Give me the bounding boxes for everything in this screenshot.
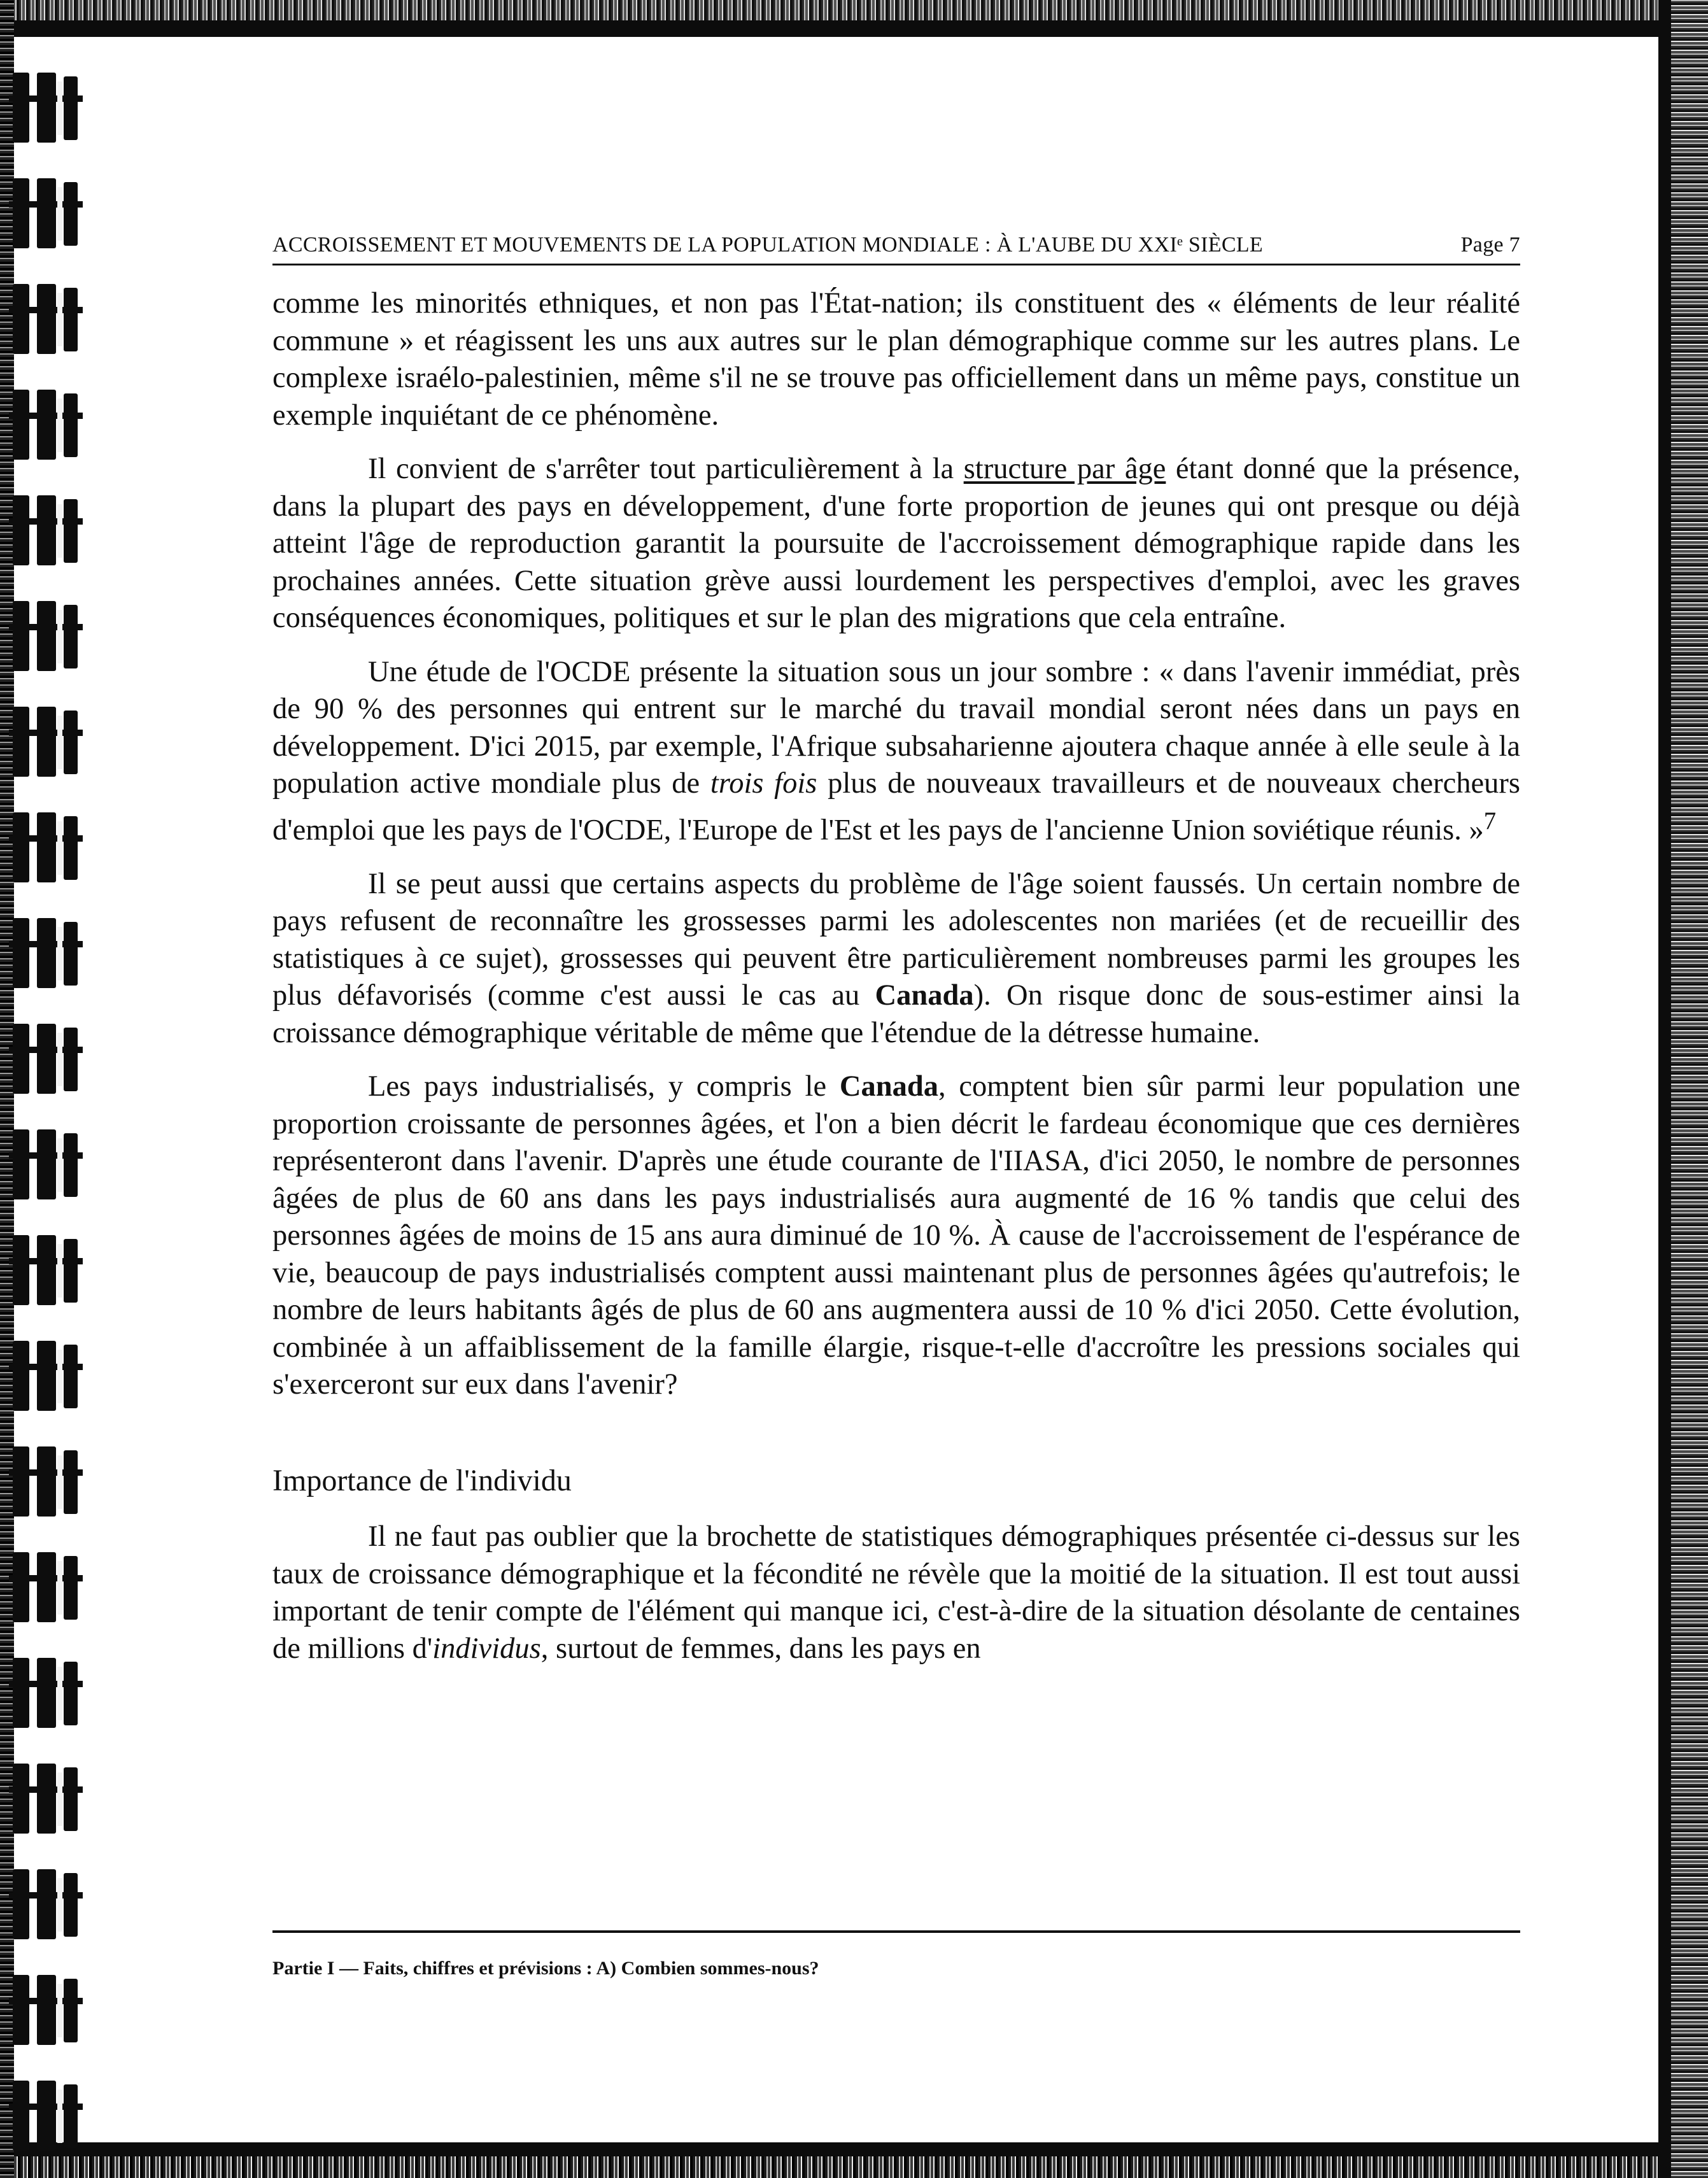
binding-ring: [9, 909, 104, 998]
binding-ring: [9, 1438, 104, 1527]
binding-ring: [9, 1649, 104, 1738]
header-rule: [272, 264, 1520, 265]
paragraph-2-text: Il convient de s'arrêter tout particulièrement à la: [368, 453, 964, 485]
italic-emphasis: trois fois: [710, 767, 817, 800]
footnote-marker: 7: [1483, 807, 1497, 835]
paragraph-5-text-end: , comptent bien sûr parmi leur population une proportion croissante de personnes âgées, et l'on a bien décrit le fardeau économique que ces dernières représenteront dans l'avenir. D'après une étude courante de l'IIASA, d'ici 2050, le nombre de personnes âgées de plus de 60 ans dans les pays industrialisés aura augmenté de 16 % tandis que celui des personnes âgées de moins de 15 ans aura diminué de 10 %. À cause de l'accroissement de l'espérance de vie, beaucoup de pays industrialisés comptent aussi maintenant plus de personnes âgées qu'autrefois; le nombre de leurs habitants âgés de plus de 60 ans augmentera aussi de 10 % d'ici 2050. Cette évolution, combinée à un affaiblissement de la famille élargie, risque-t-elle d'accroître les pressions sociales qui s'exerceront sur eux dans l'avenir?: [272, 1070, 1521, 1401]
paragraph-4-text-end: ). On risque donc de sous-estimer ainsi la croissance démographique véritable de même que l'étendue de la détresse humaine.: [272, 979, 1520, 1049]
italic-emphasis: individus: [432, 1632, 541, 1665]
scan-border-right: [1658, 0, 1708, 2178]
binding-ring: [9, 1121, 104, 1210]
paragraph-3-text-end: plus de nouveaux travailleurs et de nouveaux chercheurs d'emploi que les pays de l'OCDE, l'Europe de l'Est et les pays de l'ancienne Union soviétique réunis. »: [272, 767, 1520, 846]
binding-ring: [9, 64, 104, 153]
paragraph-5: [272, 1068, 1520, 1404]
paragraph-3: [272, 654, 1520, 849]
paragraph-4: [272, 866, 1520, 1052]
binding-ring: [9, 592, 104, 681]
paragraph-5-text: Les pays industrialisés, y compris le: [368, 1070, 840, 1103]
bold-emphasis: Canada: [839, 1070, 938, 1103]
underlined-term: structure par âge: [963, 453, 1166, 485]
binding-ring: [9, 381, 104, 470]
paragraph-2-text-end: étant donné que la présence, dans la plupart des pays en développement, d'une forte proportion de jeunes qui ont presque ou déjà atteint l'âge de reproduction garantit la poursuite de l'accroissement démographique rapide dans les prochaines années. Cette situation grève aussi lourdement les perspectives d'emploi, avec les graves conséquences économiques, politiques et sur le plan des migrations que cela entraîne.: [272, 453, 1521, 634]
binding-ring: [9, 275, 104, 364]
spiral-binding: [9, 0, 104, 2178]
paragraph-4-text: Il se peut aussi que certains aspects du problème de l'âge soient faussés. Un certain nombre de pays refusent de reconnaître les grossesses parmi les adolescentes non mariées (et de recueillir des statistiques à ce sujet), grossesses qui peuvent être particulièrement nombreuses parmi les groupes les plus défavorisés (comme c'est aussi le cas au: [272, 867, 1520, 1012]
paragraph-6-text: Il ne faut pas oublier que la brochette de statistiques démographiques présentée ci-dessus sur les taux de croissance démographique et la fécondité ne révèle que la moitié de la situation. Il est tout aussi important de tenir compte de l'élément qui manque ici, c'est-à-dire de la situation désolante de centaines de millions d': [272, 1520, 1520, 1665]
paragraph-3-text: Une étude de l'OCDE présente la situation sous un jour sombre : « dans l'avenir immédiat, près de 90 % des personnes qui entrent sur le marché du travail mondial seront nées dans un pays en développement. D'ici 2015, par exemple, l'Afrique subsaharienne ajoutera chaque année à elle seule à la population active mondiale plus de: [272, 655, 1520, 800]
page-number: Page 7: [1460, 233, 1520, 257]
footer-rule: [272, 1930, 1520, 1933]
binding-ring: [9, 1226, 104, 1315]
binding-ring: [9, 1543, 104, 1632]
binding-ring: [9, 486, 104, 576]
paragraph-6: [272, 1518, 1520, 1667]
bold-emphasis: Canada: [875, 979, 974, 1012]
scan-border-top: [0, 0, 1708, 37]
section-heading: Importance de l'individu: [272, 1463, 572, 1497]
binding-ring: [9, 2072, 104, 2161]
paragraph-1: comme les minorités ethniques, et non pas l'État-nation; ils constituent des « éléments de leur réalité commune » et réagissent les uns aux autres sur le plan démographique comme sur les autres plans. Le complexe israélo-palestinien, même s'il ne se trouve pas officiellement dans un même pays, constitue un exemple inquiétant de ce phénomène.: [272, 287, 1520, 432]
binding-ring: [9, 169, 104, 258]
running-header: [272, 233, 1520, 257]
binding-ring: [9, 803, 104, 893]
binding-ring: [9, 1332, 104, 1421]
page-footer: Partie I — Faits, chiffres et prévisions : A) Combien sommes-nous?: [272, 1958, 819, 1979]
binding-ring: [9, 1966, 104, 2055]
paragraph-6-text-end: , surtout de femmes, dans les pays en: [540, 1632, 981, 1665]
scan-border-bottom: [0, 2142, 1708, 2178]
binding-ring: [9, 1015, 104, 1104]
binding-ring: [9, 1860, 104, 1949]
binding-ring: [9, 1755, 104, 1844]
running-title: ACCROISSEMENT ET MOUVEMENTS DE LA POPULATION MONDIALE : À L'AUBE DU XXIᵉ SIÈCLE: [272, 233, 1263, 257]
binding-ring: [9, 698, 104, 787]
paragraph-2: [272, 451, 1520, 637]
body-text: [272, 285, 1520, 1684]
